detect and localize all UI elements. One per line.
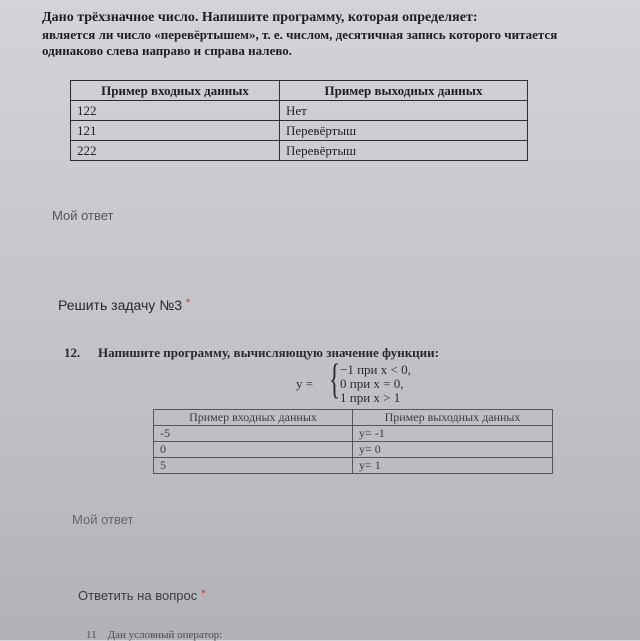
table-header-input: Пример входных данных [71, 81, 280, 101]
task2-answer-input[interactable]: Мой ответ [72, 512, 134, 527]
table-row [154, 442, 553, 458]
table-cell-output: y= 0 [353, 442, 553, 458]
formula-brace: { [329, 357, 341, 403]
section3-question [58, 297, 190, 313]
table-header-row [154, 410, 553, 426]
table-header-row [71, 81, 528, 101]
table-row [71, 141, 528, 161]
task1-example-table [70, 80, 528, 161]
task1-title: Дано трёхзначное число. Напишите программу, которая определяет: [42, 10, 478, 25]
formula-case: −1 при x < 0, [340, 362, 411, 377]
table-cell-output: Перевёртыш [280, 141, 528, 161]
table-cell-input: 0 [154, 442, 353, 458]
table-header-output: Пример выходных данных [353, 410, 553, 426]
table-cell-input: -5 [154, 426, 353, 442]
task3-line [86, 629, 222, 641]
table-header-output: Пример выходных данных [280, 81, 528, 101]
table-cell-input: 5 [154, 458, 353, 474]
table-cell-output: y= -1 [353, 426, 553, 442]
section4-title: Ответить на вопрос [78, 588, 198, 603]
required-mark: * [186, 297, 191, 309]
table-cell-input: 222 [71, 141, 280, 161]
task3-text: Дан условный оператор: [107, 629, 223, 641]
task1-answer-input[interactable]: Мой ответ [52, 208, 114, 223]
task2-text: Напишите программу, вычисляющую значение функции: [98, 345, 439, 360]
formula-case: 1 при x > 1 [340, 390, 401, 405]
table-row [154, 458, 553, 474]
required-mark: * [201, 588, 206, 600]
table-cell-output: Нет [280, 101, 528, 121]
table-cell-output: Перевёртыш [280, 121, 528, 141]
table-cell-input: 122 [71, 101, 280, 121]
task2-example-table [153, 409, 553, 474]
formula-lhs: y = [296, 376, 314, 391]
table-cell-input: 121 [71, 121, 280, 141]
task1-text-line-2: является ли число «перевёртышем», т. е. числом, десятичная запись которого читается [42, 27, 558, 42]
table-row [71, 101, 528, 121]
table-cell-output: y= 1 [353, 458, 553, 474]
formula-cases [340, 363, 411, 405]
task3-number: 11 [86, 629, 97, 641]
table-header-input: Пример входных данных [154, 410, 353, 426]
table-row [71, 121, 528, 141]
task2-number: 12. [64, 345, 81, 360]
task1-text-line-3: одинаково слева направо и справа налево. [42, 43, 293, 58]
formula-case: 0 при x = 0, [340, 376, 404, 391]
section4-question [78, 588, 205, 603]
table-row [154, 426, 553, 442]
section3-title: Решить задачу №3 [58, 297, 182, 313]
